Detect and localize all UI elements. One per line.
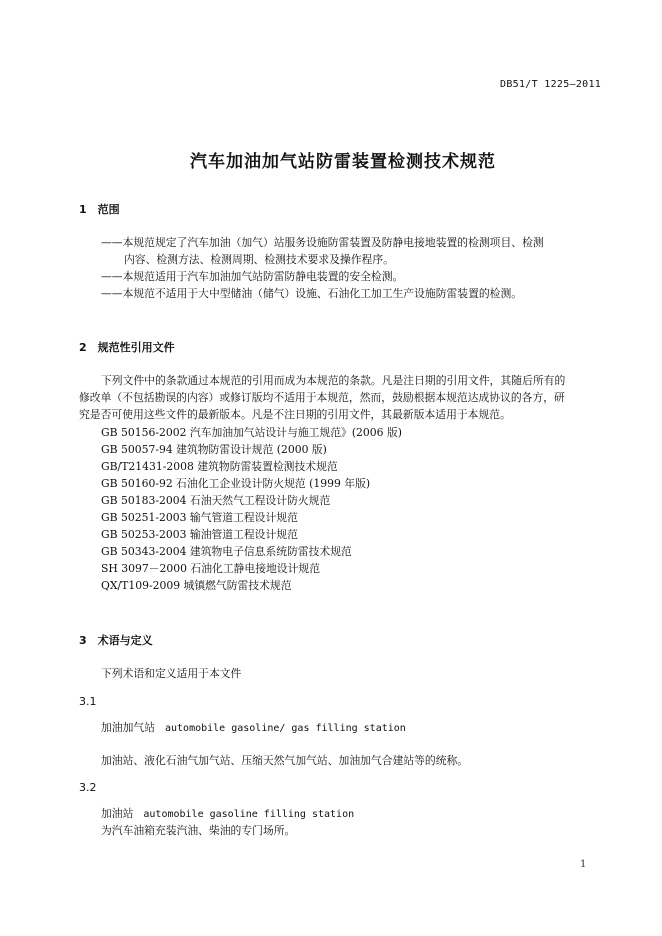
term-3-1-definition: 加油站、液化石油气加气站、压缩天然气加气站、加油加气合建站等的统称。 [101, 754, 469, 767]
scope-bullet-3: ——本规范不适用于大中型储油（储气）设施、石油化工加工生产设施防雷装置的检测。 [101, 287, 523, 300]
term-3-2-cn: 加油站 [101, 807, 134, 820]
section-heading-terms: 3 术语与定义 [79, 634, 153, 647]
term-3-2-en: automobile gasoline filling station [143, 809, 355, 820]
page-title: 汽车加油加气站防雷装置检测技术规范 [190, 152, 496, 172]
scope-bullet-1: ——本规范规定了汽车加油（加气）站服务设施防雷装置及防静电接地装置的检测项目、检测 [101, 236, 544, 249]
reference-item: GB 50343-2004 建筑物电子信息系统防雷技术规范 [101, 545, 352, 558]
reference-item: QX/T109-2009 城镇燃气防雷技术规范 [101, 579, 292, 592]
clause-number-3-1: 3.1 [79, 695, 97, 708]
reference-item: GB 50156-2002 汽车加油加气站设计与施工规范》(2006 版) [101, 426, 402, 439]
term-3-2 [101, 806, 354, 821]
document-code: DB51/T 1225—2011 [500, 79, 602, 90]
references-para-line-1: 下列文件中的条款通过本规范的引用而成为本规范的条款。凡是注日期的引用文件，其随后所有的 [101, 374, 566, 387]
term-3-1 [101, 720, 406, 735]
section-heading-scope: 1 范围 [79, 203, 120, 216]
page-number: 1 [580, 859, 587, 870]
reference-item: GB 50057-94 建筑物防雷设计规范 (2000 版) [101, 443, 327, 456]
term-3-2-definition: 为汽车油箱充装汽油、柴油的专门场所。 [101, 824, 296, 837]
reference-item: GB 50253-2003 输油管道工程设计规范 [101, 528, 298, 541]
reference-item: SH 3097－2000 石油化工静电接地设计规范 [101, 562, 320, 575]
term-3-1-en: automobile gasoline/ gas filling station [164, 723, 406, 734]
scope-bullet-2: ——本规范适用于汽车加油加气站防雷防静电装置的安全检测。 [101, 270, 404, 283]
reference-item: GB/T21431-2008 建筑物防雷装置检测技术规范 [101, 460, 338, 473]
references-para-line-2: 修改单（不包括勘误的内容）或修订版均不适用于本规范，然而，鼓励根据本规范达成协议的各方，研 [79, 391, 565, 404]
reference-item: GB 50183-2004 石油天然气工程设计防火规范 [101, 494, 331, 507]
reference-item: GB 50251-2003 输气管道工程设计规范 [101, 511, 298, 524]
section-heading-references: 2 规范性引用文件 [79, 341, 175, 354]
references-para-line-3: 究是否可使用这些文件的最新版本。凡是不注日期的引用文件，其最新版本适用于本规范。 [79, 408, 511, 421]
terms-intro: 下列术语和定义适用于本文件 [101, 667, 242, 680]
scope-bullet-1-cont: 内容、检测方法、检测周期、检测技术要求及操作程序。 [124, 253, 394, 266]
term-3-1-cn: 加油加气站 [101, 721, 155, 734]
clause-number-3-2: 3.2 [79, 781, 97, 794]
reference-item: GB 50160-92 石油化工企业设计防火规范 (1999 年版) [101, 477, 371, 490]
